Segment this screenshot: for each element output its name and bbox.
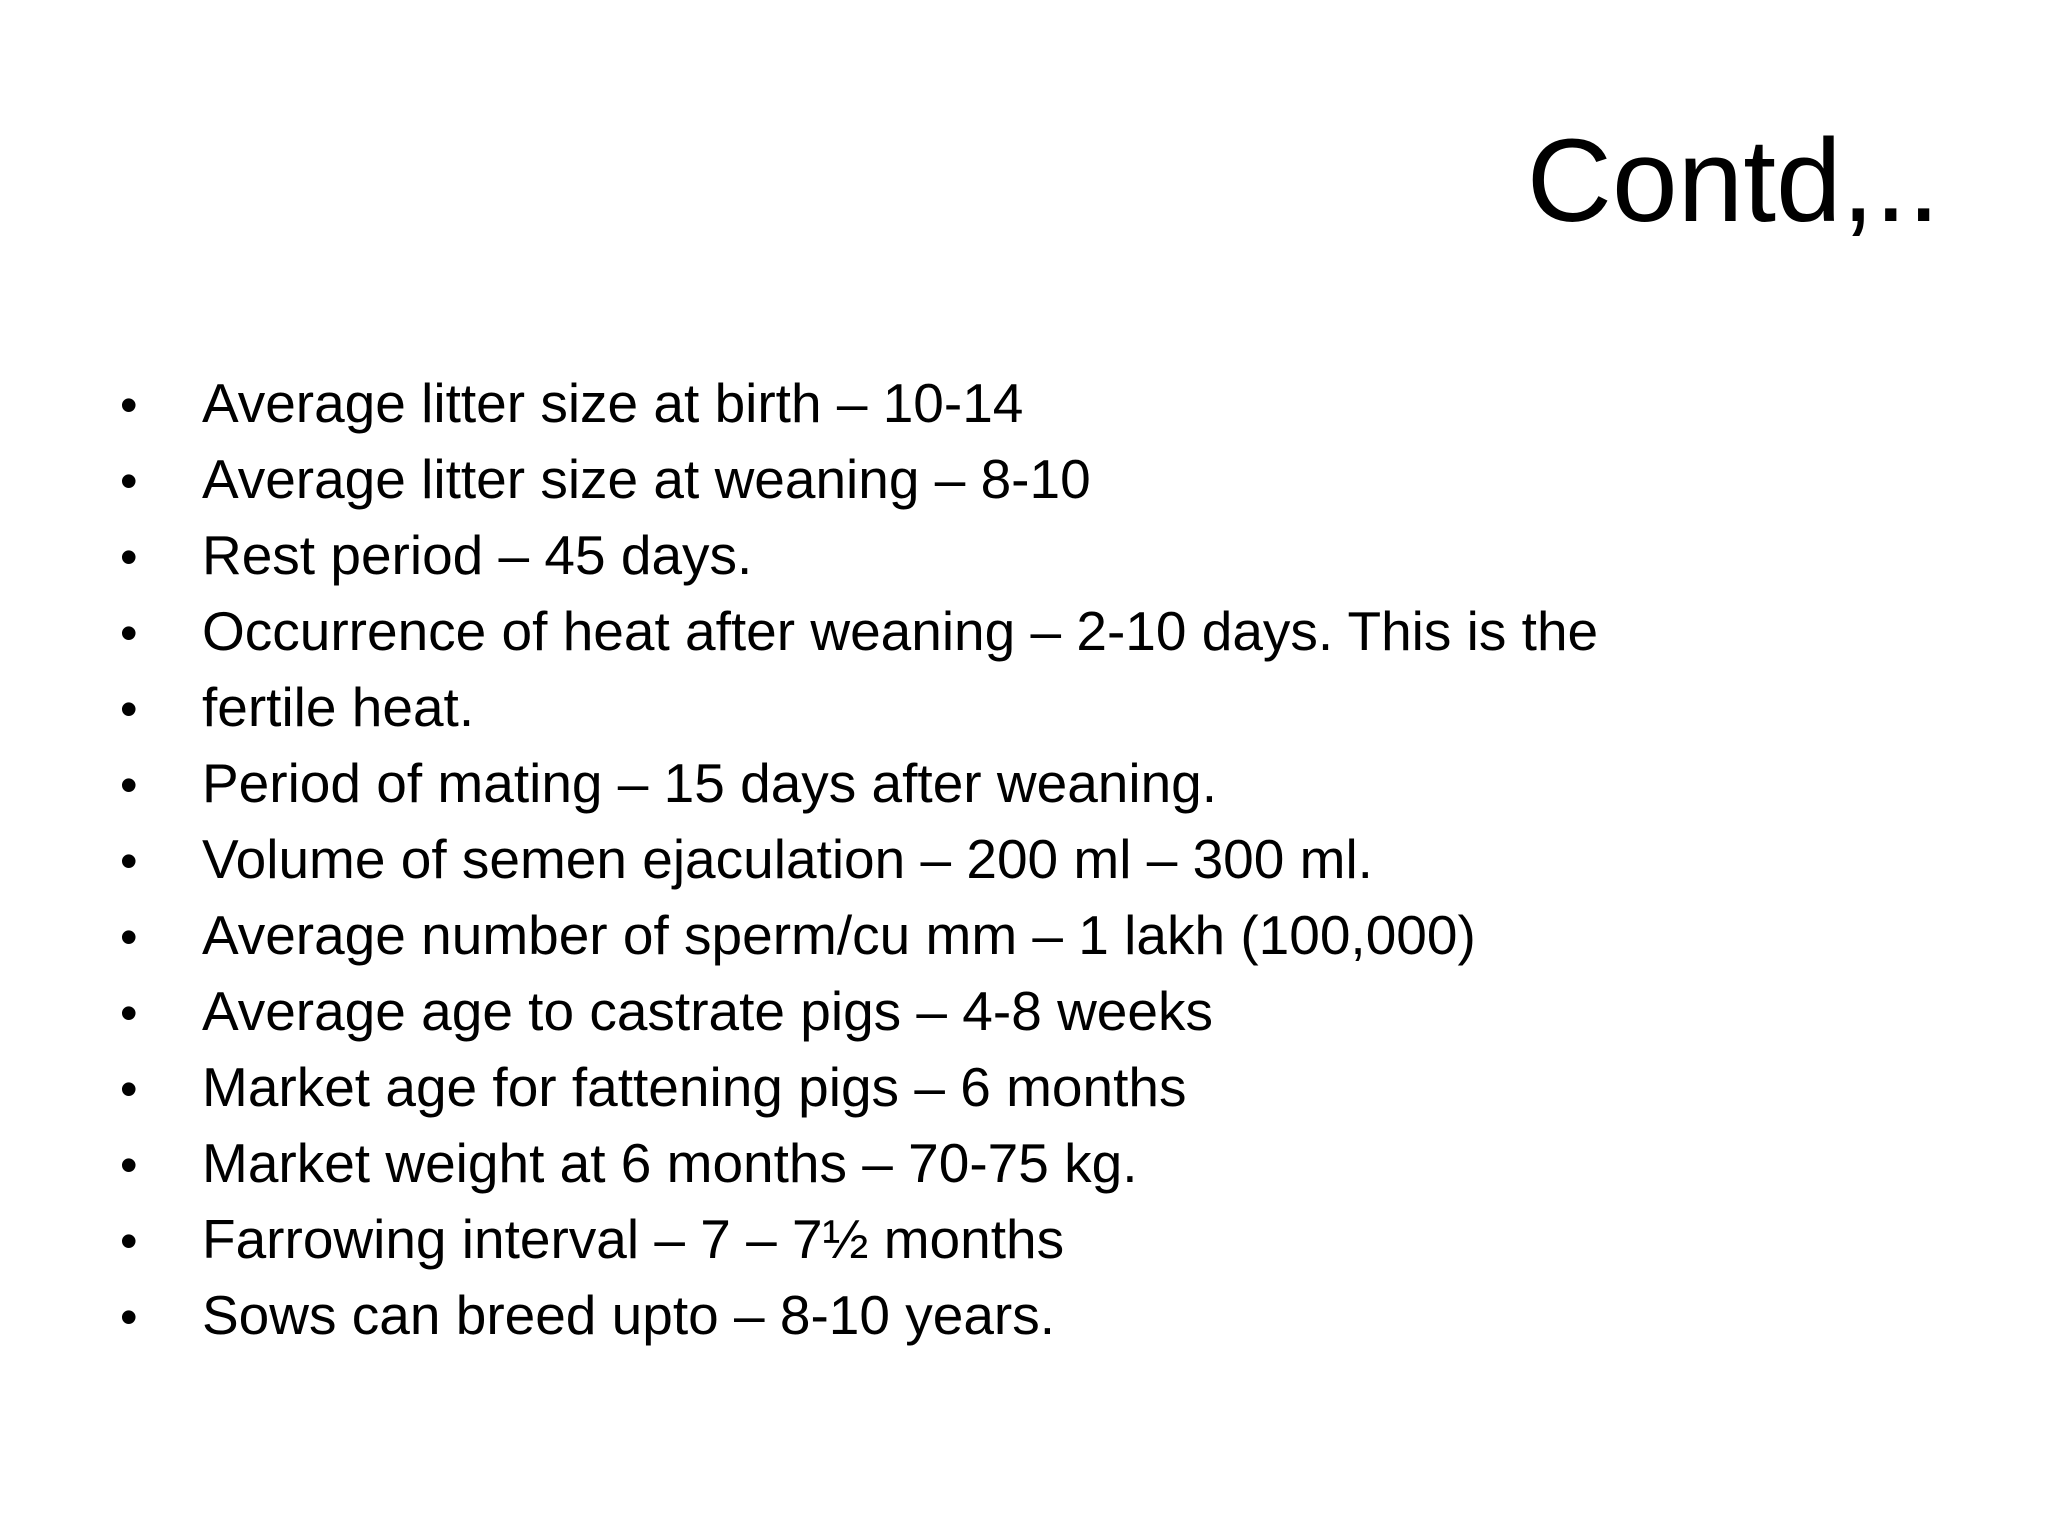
- bullet-text: Rest period – 45 days.: [202, 524, 753, 586]
- bullet-text: Market age for fattening pigs – 6 months: [202, 1056, 1187, 1118]
- list-item: [120, 441, 1598, 517]
- bullet-icon: •: [120, 1213, 138, 1269]
- bullet-text: Market weight at 6 months – 70-75 kg.: [202, 1132, 1138, 1194]
- bullet-text: Average age to castrate pigs – 4-8 weeks: [202, 980, 1213, 1042]
- list-item: [120, 821, 1598, 897]
- bullet-text: Average number of sperm/cu mm – 1 lakh (100,000): [202, 904, 1476, 966]
- bullet-text: Occurrence of heat after weaning – 2-10 days. This is the: [202, 600, 1599, 662]
- bullet-text: Period of mating – 15 days after weaning.: [202, 752, 1218, 814]
- list-item: [120, 669, 1598, 745]
- slide-title: Contd,..: [1526, 115, 1940, 247]
- bullet-icon: •: [120, 1061, 138, 1117]
- list-item: [120, 1125, 1598, 1201]
- list-item: [120, 897, 1598, 973]
- bullet-text: Average litter size at birth – 10-14: [202, 372, 1024, 434]
- list-item: [120, 1277, 1598, 1353]
- bullet-icon: •: [120, 985, 138, 1041]
- bullet-icon: •: [120, 605, 138, 661]
- bullet-icon: •: [120, 757, 138, 813]
- list-item: [120, 593, 1598, 669]
- bullet-icon: •: [120, 453, 138, 509]
- bullet-list: [120, 365, 1598, 1353]
- bullet-icon: •: [120, 681, 138, 737]
- list-item: [120, 745, 1598, 821]
- list-item: [120, 365, 1598, 441]
- list-item: [120, 517, 1598, 593]
- list-item: [120, 1049, 1598, 1125]
- list-item: [120, 1201, 1598, 1277]
- bullet-text: Average litter size at weaning – 8-10: [202, 448, 1091, 510]
- bullet-icon: •: [120, 529, 138, 585]
- bullet-text: Sows can breed upto – 8-10 years.: [202, 1284, 1056, 1346]
- bullet-icon: •: [120, 833, 138, 889]
- bullet-icon: •: [120, 377, 138, 433]
- bullet-icon: •: [120, 1137, 138, 1193]
- list-item: [120, 973, 1598, 1049]
- bullet-icon: •: [120, 1289, 138, 1345]
- bullet-icon: •: [120, 909, 138, 965]
- bullet-text: Farrowing interval – 7 – 7½ months: [202, 1208, 1065, 1270]
- bullet-text: fertile heat.: [202, 676, 475, 738]
- bullet-text: Volume of semen ejaculation – 200 ml – 300 ml.: [202, 828, 1373, 890]
